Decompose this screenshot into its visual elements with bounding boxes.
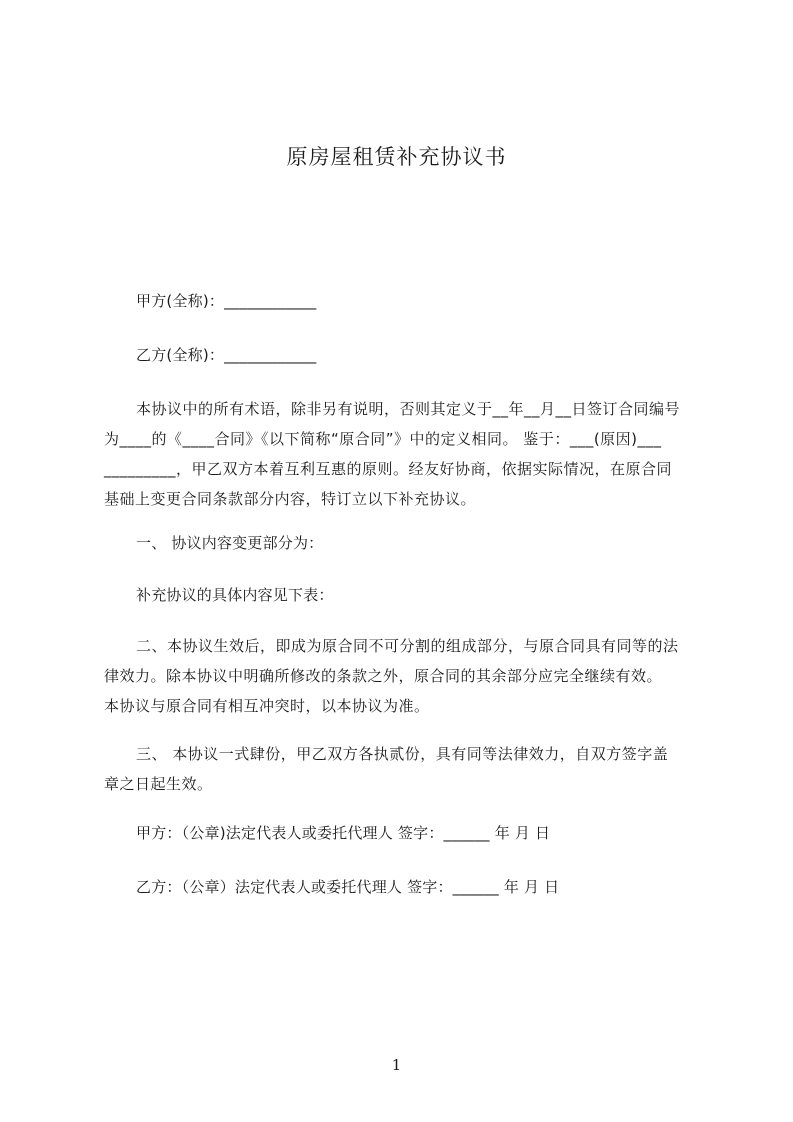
intro-line: _________，甲乙双方本着互利互惠的原则。经友好协商，依据实际情况，在原合同 — [104, 460, 673, 478]
intro-line: 基础上变更合同条款部分内容，特订立以下补充协议。 — [104, 490, 477, 508]
section-two-line: 二、本协议生效后，即成为原合同不可分割的组成部分，与原合同具有同等的法 — [136, 637, 679, 655]
intro-line: 本协议中的所有术语，除非另有说明，否则其定义于__年__月__日签订合同编号 — [136, 400, 681, 418]
document-title: 原房屋租赁补充协议书 — [286, 145, 507, 169]
supplement-note: 补充协议的具体内容见下表： — [136, 586, 334, 604]
party-b-line: 乙方(全称)：____________ — [136, 346, 317, 364]
section-three-line: 章之日起生效。 — [104, 775, 213, 793]
intro-paragraph — [104, 394, 704, 514]
section-two-paragraph — [104, 631, 704, 721]
signature-party-b: 乙方：（公章）法定代表人或委托代理人 签字：______ 年 月 日 — [136, 878, 560, 896]
section-three-paragraph — [104, 739, 704, 799]
party-a-line: 甲方(全称)：____________ — [136, 292, 317, 310]
intro-line: 为____的《____合同》《以下简称“原合同”》中的定义相同。 鉴于：___(原因)___ — [104, 430, 662, 448]
signature-party-a: 甲方：（公章)法定代表人或委托代理人 签字：______ 年 月 日 — [136, 824, 551, 842]
section-two-line: 律效力。除本协议中明确所修改的条款之外，原合同的其余部分应完全继续有效。 — [104, 667, 663, 685]
section-two-line: 本协议与原合同有相互冲突时，以本协议为准。 — [104, 697, 430, 715]
section-three-line: 三、 本协议一式肆份，甲乙双方各执贰份，具有同等法律效力，自双方签字盖 — [136, 745, 669, 763]
section-one-heading: 一、 协议内容变更部分为： — [136, 534, 324, 552]
page-number: 1 — [391, 1056, 402, 1074]
